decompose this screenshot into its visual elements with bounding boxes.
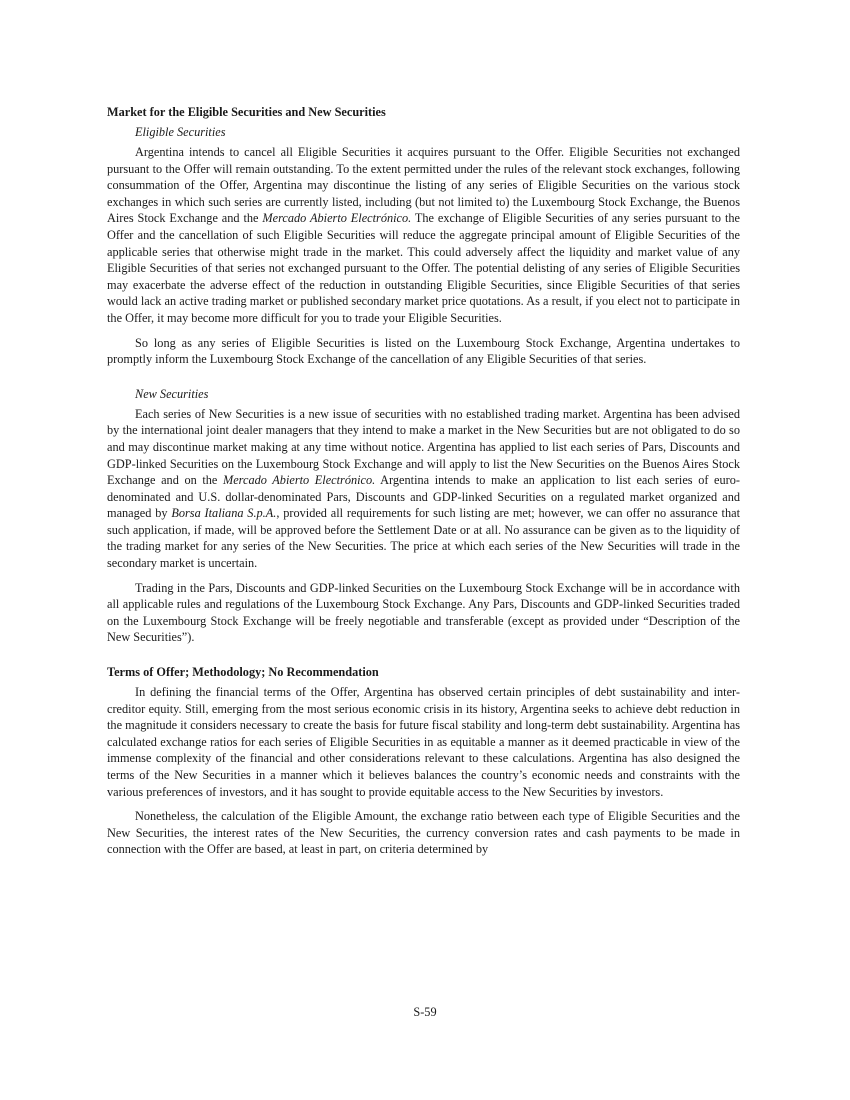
subheading-new-securities: New Securities [135,386,209,401]
italic-text-run: Borsa Italiana S.p.A. [171,506,277,521]
section-heading-terms: Terms of Offer; Methodology; No Recommendation [107,665,379,680]
page-number: S-59 [413,1005,437,1019]
paragraph-eligible-1 [107,144,740,327]
text-run: Argentina intends to make an application to list each series of euro-denominated and U.S. dollar-denominated Pars, Discounts and GDP-linked Securities on a regulated market organized and managed by [107,473,740,521]
paragraph-eligible-2: So long as any series of Eligible Securities is listed on the Luxembourg Stock Exchange, Argentina undertakes to promptly inform the Luxembourg Stock Exchange of the cancellation of any Eligible Securities of that series. [107,335,740,367]
italic-text-run: Mercado Abierto Electrónico. [222,473,376,488]
document-body [107,104,740,866]
text-run: , provided all requirements for such listing are met; however, we can offer no assurance that such application, if made, will be approved before the Settlement Date or at all. No assurance can be given as to the liquidity of the trading market for any series of the New Securities. The price at which each series of the New Securities will trade in the secondary market is uncertain. [107,506,740,571]
text-run: Each series of New Securities is a new issue of securities with no established trading market. Argentina has been advised by the international joint dealer managers that they intend to make a market in the New Securities but are not obligated to do so and may discontinue market making at any time without notice. Argentina has applied to list each series of Pars, Discounts and GDP-linked Securities on the Luxembourg Stock Exchange and will apply to list the New Securities on the Buenos Aires Stock Exchange and on the [107,406,740,488]
italic-text-run: Mercado Abierto Electrónico. [262,211,412,226]
text-run: The exchange of Eligible Securities of any series pursuant to the Offer and the cancellation of such Eligible Securities will reduce the aggregate principal amount of Eligible Securities of the applicable series that otherwise might trade in the market. This could adversely affect the liquidity and market value of any Eligible Securities of that series not exchanged pursuant to the Offer. The potential delisting of any series of Eligible Securities may exacerbate the adverse effect of the reduction in outstanding Eligible Securities, since Eligible Securities of that series would lack an active trading market or published secondary market price quotations. As a result, if you elect not to participate in the Offer, it may become more difficult for you to trade your Eligible Securities. [107,211,740,325]
paragraph-terms-2: Nonetheless, the calculation of the Eligible Amount, the exchange ratio between each type of Eligible Securities and the New Securities, the interest rates of the New Securities, the currency conversion rates and cash payments to be made in connection with the Offer are based, at least in part, on criteria determined by [107,809,740,857]
subheading-eligible-securities: Eligible Securities [135,125,226,139]
paragraph-new-2: Trading in the Pars, Discounts and GDP-linked Securities on the Luxembourg Stock Exchange will be in accordance with all applicable rules and regulations of the Luxembourg Stock Exchange. Any Pars, Discounts and GDP-linked Securities traded on the Luxembourg Stock Exchange will be freely negotiable and transferable (except as provided under “Description of the New Securities”). [107,580,740,645]
text-run: Argentina intends to cancel all Eligible Securities it acquires pursuant to the Offer. Eligible Securities not exchanged pursuant to the Offer will remain outstanding. To the extent permitted under the rules of the relevant stock exchanges, following consummation of the Offer, Argentina may discontinue the listing of any series of Eligible Securities on the various stock exchanges in which such series are currently listed, including (but not limited to) the Luxembourg Stock Exchange, the Buenos Aires Stock Exchange and the [107,145,740,226]
section-heading-market: Market for the Eligible Securities and New Securities [107,105,386,119]
paragraph-new-1 [107,406,740,572]
paragraph-terms-1: In defining the financial terms of the Offer, Argentina has observed certain principles of debt sustainability and inter-creditor equity. Still, emerging from the most serious economic crisis in its history, Argentina seeks to achieve debt reduction in the magnitude it considers necessary to create the basis for future fiscal stability and long-term debt sustainability. Argentina has calculated exchange ratios for each series of Eligible Securities in as equitable a manner as it deemed practicable in view of the immense complexity of the financial and other considerations relevant to these calculations. Argentina has also designed the terms of the New Securities in a manner which it believes balances the country’s economic needs and constraints with the various preferences of investors, and it has sought to provide equitable access to the New Securities by investors. [107,685,740,799]
